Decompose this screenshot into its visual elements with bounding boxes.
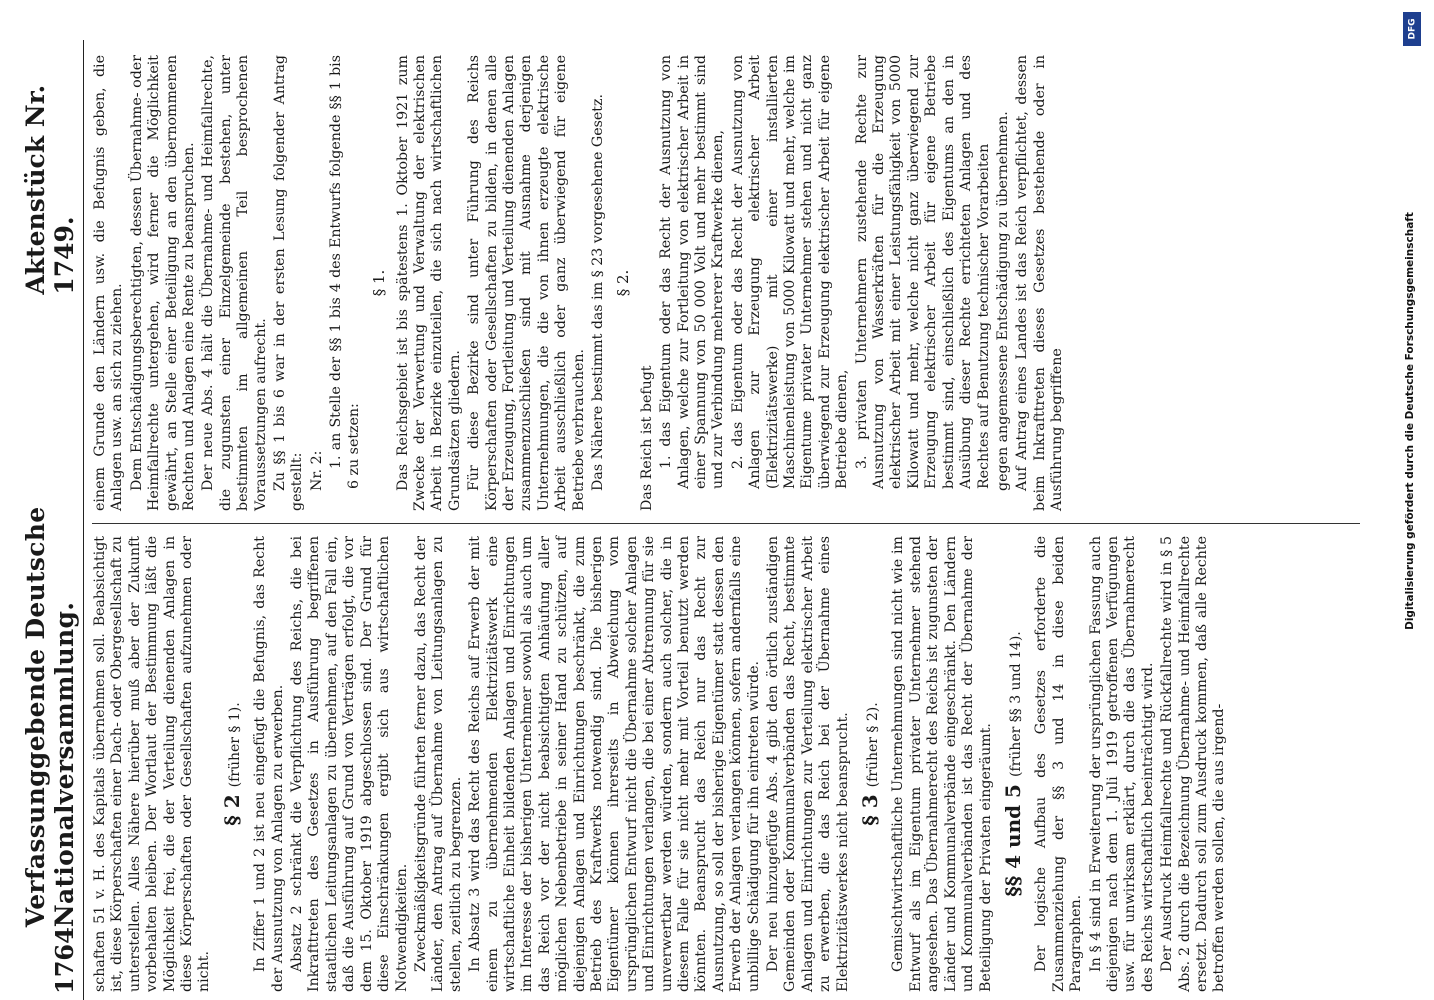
digitization-credit <box>1400 12 1426 772</box>
section-note: (früher § 2). <box>865 702 882 788</box>
paragraph: Das Nähere bestimmt das im § 23 vorgesehene Gesetz. <box>589 94 606 491</box>
section-heading: § 2. <box>614 269 633 297</box>
section-heading <box>1000 536 1025 992</box>
document-number: Aktenstück Nr. 1749. <box>21 84 79 295</box>
section-heading <box>219 536 244 992</box>
list-item: 3. privaten Unternehmern zustehende Rechte zur Ausnutzung von Wasserkräften für die Erzeugung elektrischer Arbeit mit einer Leistungsfähigkeit von 5000 Kilowatt und mehr, welche nicht ganz überwiegend zur Erzeugung elektrischer Arbeit für eigene Betriebe bestimmt sind, einschließlich des Eigentums an den in Ausübung dieser Rechte errichteten Anlagen und des Rechtes auf Benutzung technischer Vorarbeiten <box>853 55 992 489</box>
credit-text: Digitalisierung gefördert durch die Deutsche Forschungsgemeinschaft <box>1404 212 1416 630</box>
dfg-logo: DFG <box>1403 12 1421 46</box>
column-divider <box>92 523 1360 524</box>
left-column <box>92 528 1360 1000</box>
paragraph: In Absatz 3 wird das Recht des Reichs auf Erwerb der mit einem zu übernehmenden Elektrizitätswerk eine wirtschaftliche Einheit bildenden Anlagen und Einrichtungen im Interesse der bisherigen Unternehmer sowohl als auch um das Reich vor der nicht beabsichtigten Anhäufung aller möglichen Nebenbetriebe in seiner Hand zu schützen, auf diejenigen Anlagen und Einrichtungen beschränkt, die zum Betrieb des Kraftwerks notwendig sind. Die bisherigen Eigentümer können ihrerseits in Abweichung vom ursprünglichen Entwurf nicht die Übernahme solcher Anlagen und Einrichtungen verlangen, die bei einer Abtrennung für sie unverwertbar werden würden, sondern auch solcher, die in diesem Falle für sie nicht mehr mit Vorteil benutzt werden könnten. Beansprucht das Reich nur das Recht zur Ausnutzung, so soll der bisherige Eigentümer statt dessen den Erwerb der Anlagen verlangen können, sofern andernfalls eine unbillige Schädigung für ihn eintreten würde. <box>467 536 762 992</box>
paragraph: Das Reich ist befugt <box>638 365 655 511</box>
page-header <box>21 40 84 1000</box>
section-note: (früher §§ 3 und 14). <box>1007 631 1024 778</box>
paragraph: Auf Antrag eines Landes ist das Reich verpflichtet, dessen beim Inkrafttreten dieses Gesetzes bestehende oder in Ausführung begriffene <box>1014 55 1066 511</box>
section-note: (früher § 1). <box>226 702 243 788</box>
text-columns <box>92 40 1360 1000</box>
paragraph: Der neu hinzugefügte Abs. 4 gibt den örtlich zuständigen Gemeinden oder Kommunalverbänden das Recht, bestimmte Anlagen und Einrichtungen zur Verteilung elektrischer Arbeit zu erwerben, die das Reich bei der Übernahme eines Elektrizitätswerkes nicht beansprucht. <box>765 536 851 992</box>
page-number: 1764 <box>50 927 79 994</box>
motion-item: 1. an Stelle der §§ 1 bis 4 des Entwurfs folgende §§ 1 bis 6 zu setzen: <box>328 55 362 489</box>
section-heading <box>858 536 883 992</box>
paragraph: Der Ausdruck Heimfallrechte und Rückfallrechte wird in § 5 Abs. 2 durch die Bezeichnung Übernahme- und Heimfallrechte ersetzt. Dadurch soll zum Ausdruck kommen, daß alle Rechte betroffen werden sollen, die aus irgend- <box>1159 536 1228 992</box>
paragraph: In Ziffer 1 und 2 ist neu eingefügt die Befugnis, das Recht der Ausnutzung von Anlagen zu erwerben. <box>252 536 286 992</box>
section-heading: § 1. <box>370 269 389 297</box>
paragraph: Für diese Bezirke sind unter Führung des Reichs Körperschaften oder Gesellschaften zu bilden, in denen alle der Erzeugung, Fortleitung und Verteilung dienenden Anlagen zusammenzuschließen sind mit Ausnahme derjenigen Unternehmungen, die die von ihnen erzeugte elektrische Arbeit ausschließlich oder ganz überwiegend für eigene Betriebe verbrauchen. <box>466 55 587 511</box>
paragraph: gegen angemessene Entschädigung zu übernehmen. <box>994 111 1011 491</box>
paragraph: In § 4 sind in Erweiterung der ursprünglichen Fassung auch diejenigen nach dem 1. Juli 1919 getroffenen Verfügungen usw. für unwirksam erklärt, durch die das Übernahmerecht des Reichs wirtschaftlich beeinträchtigt wird. <box>1087 536 1156 992</box>
paragraph: Der logische Aufbau des Gesetzes erforderte die Zusammenziehung der §§ 3 und 14 in diese beiden Paragraphen. <box>1033 536 1085 992</box>
section-number: § 3 <box>858 794 883 826</box>
paragraph: Das Reichsgebiet ist bis spätestens 1. Oktober 1921 zum Zwecke der Verwertung und Verwaltung der elektrischen Arbeit in Bezirke einzuteilen, die sich nach wirtschaftlichen Grundsätzen gliedern. <box>394 55 463 511</box>
paragraph: Gemischtwirtschaftliche Unternehmungen sind nicht wie im Entwurf als im Eigentum privater Unternehmer stehend angesehen. Das Übernahmerecht des Reichs ist zugunsten der Länder und Kommunalverbände eingeschränkt. Den Ländern und Kommunalverbänden ist das Recht der Übernahme der Beteiligung der Privaten eingeräumt. <box>890 536 994 992</box>
publication-title: Verfassunggebende Deutsche Nationalversammlung. <box>21 506 79 928</box>
paragraph: schaften 51 v. H. des Kapitals übernehmen soll. Beabsichtigt ist, diese Körperschaften einer Dach- oder Obergesellschaft zu unterstellen. Alles Nähere hierüber muß aber der Zukunft vorbehalten bleiben. Der Wortlaut der Bestimmung läßt die Möglichkeit frei, die der Verteilung dienenden Anlagen in diese Körperschaften oder Gesellschaften aufzunehmen oder nicht. <box>92 536 213 992</box>
section-number: §§ 4 und 5 <box>1000 784 1025 897</box>
paragraph: Der neue Abs. 4 hält die Übernahme- und Heimfallrechte, die zugunsten einer Einzelgemeinde bestehen, unter bestimmten im allgemeinen Teil besprochenen Voraussetzungen aufrecht. <box>200 55 269 511</box>
motion-number: Nr. 2: <box>308 450 325 491</box>
section-number: § 2 <box>219 794 244 826</box>
paragraph: Absatz 2 schränkt die Verpflichtung des Reichs, die bei Inkrafttreten des Gesetzes in Ausführung begriffenen staatlichen Leitungsanlagen zu übernehmen, auf den Fall ein, daß die Ausführung auf Grund von Verträgen erfolgt, die vor dem 15. Oktober 1919 abgeschlossen sind. Der Grund für diese Einschränkungen ergibt sich aus wirtschaftlichen Notwendigkeiten. <box>289 536 410 992</box>
paragraph: einem Grunde den Ländern usw. die Befugnis geben, die Anlagen usw. an sich zu ziehen. <box>92 55 126 511</box>
right-column <box>92 47 1360 519</box>
list-item: 1. das Eigentum oder das Recht der Ausnutzung von Anlagen, welche zur Fortleitung von elektrischer Arbeit in einer Spannung von 50 000 Volt und mehr bestimmt sind und zur Verbindung mehrerer Kraftwerke dienen, <box>658 55 727 489</box>
paragraph: Dem Entschädigungsberechtigten, dessen Übernahme- oder Heimfallrechte untergehen, wird ferner die Möglichkeit gewährt, an Stelle einer Beteiligung an den übernommenen Rechten und Anlagen eine Rente zu beanspruchen. <box>128 55 198 511</box>
list-item: 2. das Eigentum oder das Recht der Ausnutzung von Anlagen zur Erzeugung elektrischer Arbeit (Elektrizitätswerke) mit einer installierten Maschinenleistung von 5000 Kilowatt und mehr, welche im Eigentume privater Unternehmer stehen und nicht ganz überwiegend zur Erzeugung elektrischer Arbeit für eigene Betriebe dienen, <box>729 55 851 489</box>
rotated-document-page <box>21 40 1360 1000</box>
paragraph: Zweckmäßigkeitsgründe führten ferner dazu, das Recht der Länder, den Antrag auf Übernahme von Leitungsanlagen zu stellen, zeitlich zu begrenzen. <box>412 536 464 992</box>
paragraph: Zu §§ 1 bis 6 war in der ersten Lesung folgender Antrag gestellt: <box>272 55 306 511</box>
